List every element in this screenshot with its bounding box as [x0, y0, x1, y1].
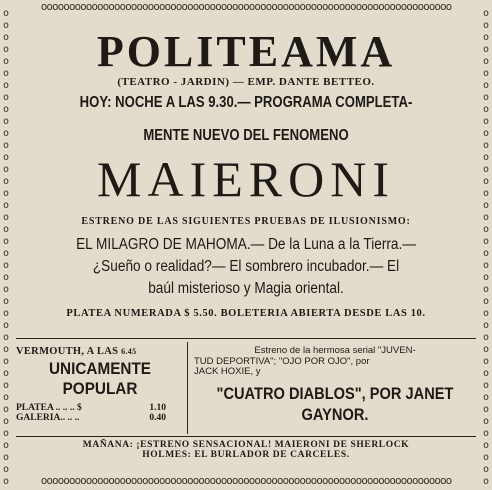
footer-announcement [14, 440, 478, 460]
serial-big-1: "CUATRO DIABLOS", POR JANET [216, 383, 454, 403]
ornamental-border-right: oooooooooooooooooooooooooooooooooooooooo [482, 8, 490, 487]
serial-big-2: GAYNOR. [301, 404, 369, 424]
acts-line-1: EL MILAGRO DE MAHOMA.— De la Luna a la Tierra.— [76, 236, 416, 253]
divider-bottom [16, 436, 476, 437]
galeria-value: 0.40 [149, 413, 166, 423]
acts-list [42, 234, 450, 300]
serial-line-3: JACK HOXIE, y [194, 366, 261, 377]
platea-value: 1.10 [149, 403, 166, 413]
vermouth-label: VERMOUTH, A LAS [16, 346, 119, 357]
program-line-2: MENTE NUEVO DEL FENOMENO [143, 127, 349, 144]
ornamental-border-top: ooooooooooooooooooooooooooooooooooooooooooooooooooooooooooooooooooooooooo [40, 0, 452, 13]
theater-title: POLITEAMA [96, 27, 396, 76]
serial-line-2: TUD DEPORTIVA"; "OJO POR OJO", por [194, 355, 370, 367]
vermouth-big-1: UNICAMENTE [48, 359, 152, 378]
divider-vertical [187, 342, 188, 434]
ticket-prices: PLATEA NUMERADA $ 5.50. BOLETERIA ABIERTA DESDE LAS 10. [66, 308, 426, 319]
vermouth-big-2: POPULAR [62, 379, 138, 398]
ornamental-border-bottom: ooooooooooooooooooooooooooooooooooooooooooooooooooooooooooooooooooooooooo [40, 474, 452, 487]
advertisement [14, 12, 478, 480]
serial-line-1: Estreno de la hermosa serial "JUVEN- [254, 345, 416, 356]
footer-line-1: MAÑANA: ¡ESTRENO SENSACIONAL! MAIERONI DE SHERLOCK [82, 440, 410, 450]
vermouth-time: 6.45 [121, 347, 137, 356]
galeria-row [16, 413, 166, 423]
estreno-heading: ESTRENO DE LAS SIGUIENTES PRUEBAS DE ILUSIONISMO: [81, 216, 411, 227]
acts-line-3: baúl misterioso y Magia oriental. [148, 280, 344, 297]
platea-row [16, 403, 166, 413]
theater-subtitle: (TEATRO - JARDIN) — EMP. DANTE BETTEO. [117, 76, 375, 88]
program-line-1: HOY: NOCHE A LAS 9.30.— PROGRAMA COMPLETA- [79, 94, 413, 111]
footer-line-2: HOLMES: EL BURLADOR DE CARCELES. [142, 450, 350, 460]
performer-name: MAIERONI [97, 151, 395, 207]
platea-label: PLATEA .. .. .. $ [16, 403, 82, 413]
vermouth-line [16, 346, 184, 357]
serial-box [194, 346, 476, 425]
galeria-label: GALERIA.. .. .. [16, 413, 80, 423]
divider-top [16, 338, 476, 339]
vermouth-box [16, 346, 184, 423]
ornamental-border-left: oooooooooooooooooooooooooooooooooooooooo [2, 8, 10, 487]
acts-line-2: ¿Sueño o realidad?— El sombrero incubador.— El [92, 258, 400, 275]
